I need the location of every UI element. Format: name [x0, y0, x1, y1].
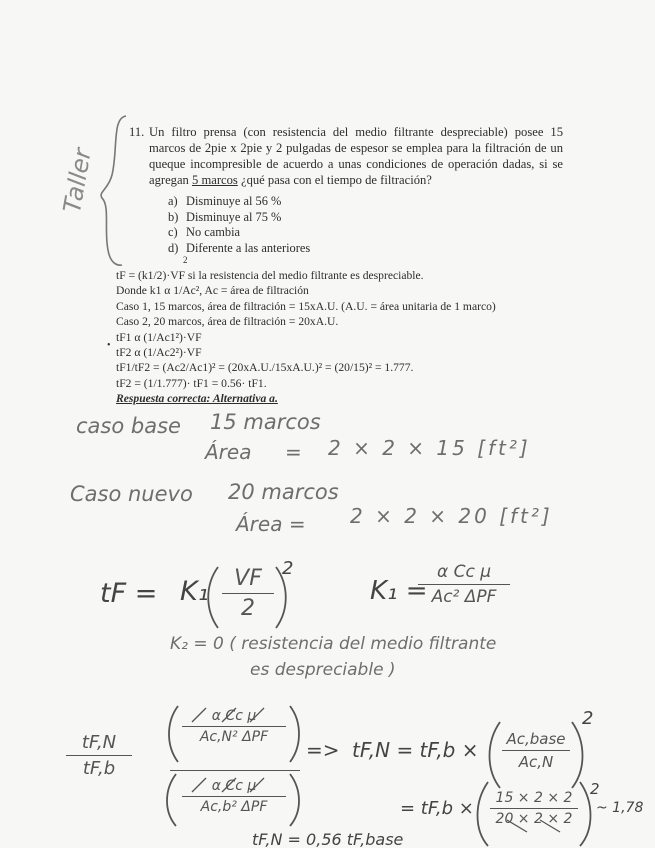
- option-b: b) Disminuye al 75 %: [168, 209, 282, 224]
- hw-eq2-lhs: K₁ =: [370, 576, 428, 606]
- solution-line: tF1/tF2 = (Ac2/Ac1)² = (20xA.U./15xA.U.)² = (20/15)² = 1.777.: [116, 361, 414, 375]
- hw-ratio: tF,N tF,b: [66, 732, 132, 779]
- hw-new-area-value: 2 × 2 × 20 [ft²]: [350, 504, 553, 528]
- hw-calc-lhs: = tF,b ×: [400, 798, 474, 819]
- typed-solution: [116, 268, 556, 407]
- hw-new-frames: 20 marcos: [228, 480, 339, 504]
- hw-eq1-exp: 2: [282, 558, 294, 579]
- solution-line: tF1 α (1/Ac1²)·VF: [116, 330, 202, 344]
- correct-answer: Respuesta correcta: Alternativa a.: [116, 392, 278, 406]
- solution-line: Caso 2, 20 marcos, área de filtración = 20xA.U.: [116, 315, 339, 329]
- hw-base-area-label: Área: [205, 440, 252, 464]
- solution-line: tF2 = (1/1.777)· tF1 = 0.56· tF1.: [116, 376, 267, 390]
- hw-base-frames: 15 marcos: [210, 410, 321, 434]
- hw-k2-line1: K₂ = 0 ( resistencia del medio filtrante: [170, 634, 497, 654]
- hw-base-area-value: 2 × 2 × 15 [ft²]: [328, 436, 531, 460]
- hw-eq1-lhs: tF =: [100, 578, 158, 609]
- hw-calc-exp: 2: [590, 780, 600, 798]
- hw-eq2-frac: α Cc μ Ac² ΔPF: [418, 562, 510, 607]
- solution-line: Caso 1, 15 marcos, área de filtración = 15xA.U. (A.U. = área unitaria de 1 marco): [116, 299, 496, 313]
- solution-line: tF = (k1/2)·VF si la resistencia del medio filtrante es despreciable.: [116, 269, 424, 282]
- hw-base-area-eq: =: [285, 440, 302, 464]
- hw-base-label: caso base: [76, 414, 181, 438]
- hw-rhs-frac: Ac,base Ac,N: [502, 730, 570, 771]
- hw-big-numerator: α Cc μ Ac,N² ΔPF: [182, 708, 286, 745]
- hw-calc-frac: 15 × 2 × 2 20 × 2 × 2: [490, 790, 578, 827]
- hw-calc-result: ~ 1,78: [596, 800, 644, 816]
- hw-new-label: Caso nuevo: [70, 482, 193, 506]
- hw-big-denominator: α Cc μ Ac,b² ΔPF: [182, 778, 286, 815]
- hw-k2-line2: es despreciable ): [250, 660, 396, 680]
- hw-big-main-bar: [170, 768, 300, 773]
- solution-line: Donde k1 α 1/Ac², Ac = área de filtración: [116, 284, 309, 298]
- hw-eq1-k: K₁: [180, 576, 209, 607]
- option-a: a) Disminuye al 56 %: [168, 194, 282, 208]
- solution-line: tF2 α (1/Ac2²)·VF: [116, 346, 202, 360]
- hw-rhs-exp: 2: [582, 708, 594, 729]
- bullet-mark: •: [107, 340, 111, 351]
- hw-arrow: =>: [306, 738, 340, 762]
- problem-statement: [129, 124, 563, 188]
- hw-new-area-label: Área =: [236, 512, 306, 536]
- hw-eq1-frac: VF 2: [222, 566, 274, 621]
- margin-note-taller: Taller: [58, 146, 97, 215]
- hw-rhs-lhs: tF,N = tF,b ×: [352, 738, 479, 762]
- option-d: d) Diferente a las anteriores: [168, 240, 311, 255]
- tiny-mark: 2: [183, 255, 188, 265]
- problem-number: 11.: [129, 125, 145, 139]
- option-c: c) No cambia: [168, 225, 241, 239]
- hw-final: tF,N = 0,56 tF,base: [252, 830, 404, 848]
- underlined-frames: 5 marcos: [192, 173, 238, 187]
- problem-text: Un filtro prensa (con resistencia del medio filtrante despreciable) posee 15 marcos de 2pie x 2pie y 2 pulgadas de espesor se emplea para la filtración de un queque incompresible de acuerdo a unas condiciones de operación dadas, si se agregan 5 marcos ¿qué pasa con el tiempo de filtración?: [149, 125, 563, 187]
- answer-options: [168, 194, 310, 256]
